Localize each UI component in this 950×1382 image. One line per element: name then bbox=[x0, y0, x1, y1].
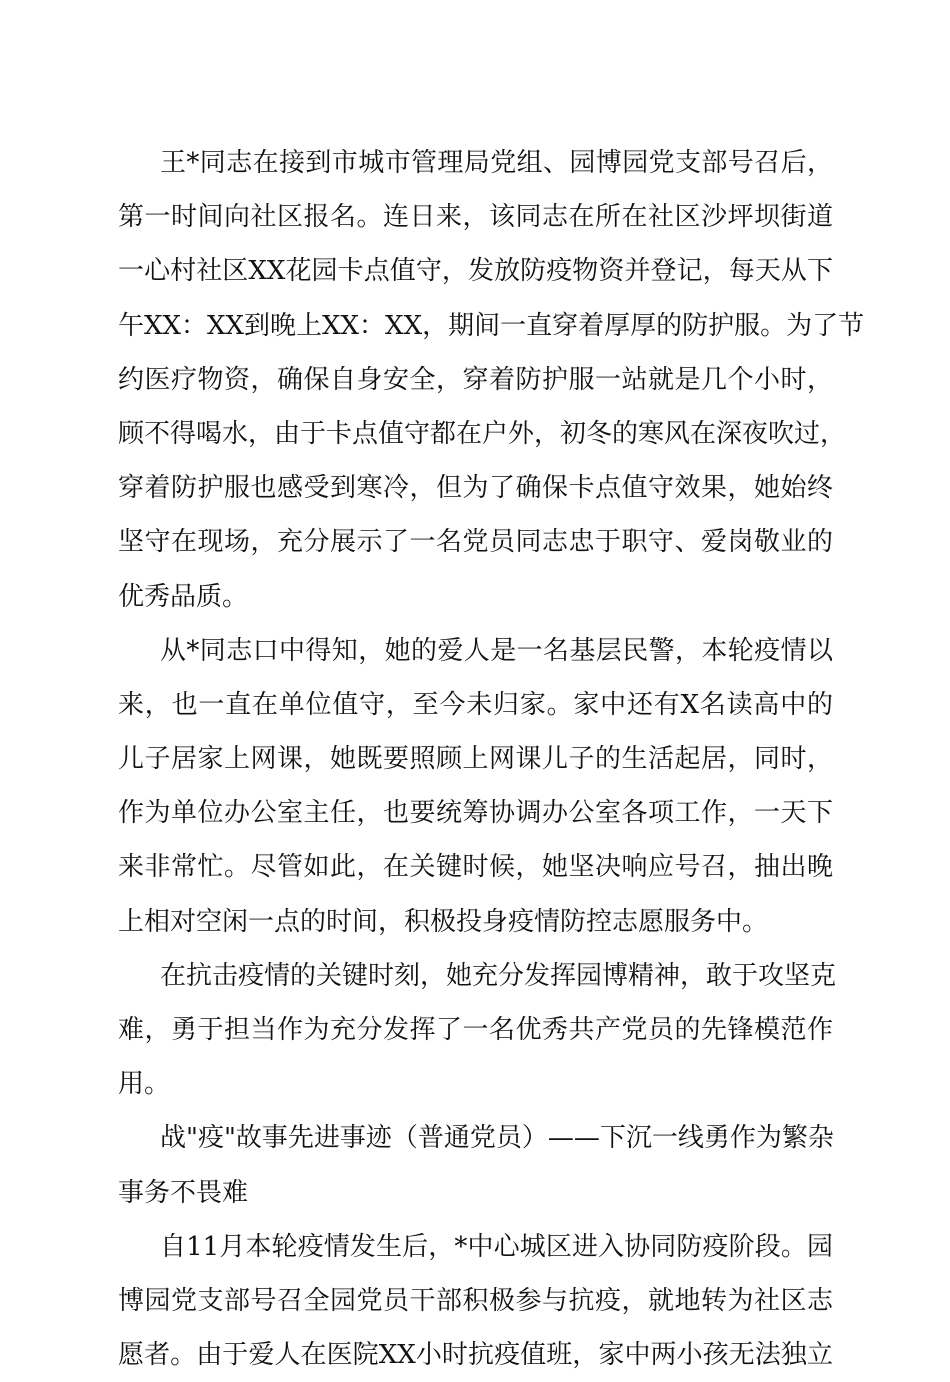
paragraph-2-line-1: 从*同志口中得知，她的爱人是一名基层民警，本轮疫情以 bbox=[160, 635, 833, 666]
section-heading-line-2: 事务不畏难 bbox=[118, 1177, 249, 1208]
paragraph-1-line-8: 坚守在现场，充分展示了一名党员同志忠于职守、爱岗敬业的 bbox=[118, 527, 833, 558]
paragraph-2-line-5: 来非常忙。尽管如此，在关键时候，她坚决响应号召，抽出晚 bbox=[118, 852, 833, 883]
paragraph-3-line-1: 在抗击疫情的关键时刻，她充分发挥园博精神，敢于攻坚克 bbox=[160, 960, 837, 991]
paragraph-3-line-3: 用。 bbox=[118, 1069, 171, 1100]
paragraph-1-line-9: 优秀品质。 bbox=[118, 581, 249, 612]
paragraph-4-line-3: 愿者。由于爱人在医院XX小时抗疫值班，家中两小孩无法独立 bbox=[118, 1340, 833, 1371]
section-heading-line-1: 战"疫"故事先进事迹（普通党员）——下沉一线勇作为繁杂 bbox=[160, 1123, 834, 1154]
paragraph-2-line-3: 儿子居家上网课，她既要照顾上网课儿子的生活起居，同时， bbox=[118, 744, 833, 775]
paragraph-1-line-3: 一心村社区XX花园卡点值守，发放防疫物资并登记，每天从下 bbox=[118, 256, 833, 287]
paragraph-1-line-2: 第一时间向社区报名。连日来，该同志在所在社区沙坪坝街道 bbox=[118, 202, 833, 233]
document-body bbox=[118, 136, 865, 1382]
paragraph-1-line-4: 午XX：XX到晚上XX：XX，期间一直穿着厚厚的防护服。为了节 bbox=[118, 310, 865, 341]
paragraph-2-line-6: 上相对空闲一点的时间，积极投身疫情防控志愿服务中。 bbox=[118, 906, 769, 937]
paragraph-2-line-4: 作为单位办公室主任，也要统筹协调办公室各项工作，一天下 bbox=[118, 798, 833, 829]
paragraph-1-line-1: 王*同志在接到市城市管理局党组、园博园党支部号召后， bbox=[160, 148, 833, 178]
paragraph-1-line-5: 约医疗物资，确保自身安全，穿着防护服一站就是几个小时， bbox=[118, 364, 833, 395]
paragraph-1-line-6: 顾不得喝水，由于卡点值守都在户外，初冬的寒风在深夜吹过， bbox=[118, 418, 847, 449]
paragraph-3-line-2: 难，勇于担当作为充分发挥了一名优秀共产党员的先锋模范作 bbox=[118, 1015, 833, 1045]
paragraph-2-line-2: 来，也一直在单位值守，至今未归家。家中还有X名读高中的 bbox=[118, 689, 833, 720]
paragraph-1-line-7: 穿着防护服也感受到寒冷，但为了确保卡点值守效果，她始终 bbox=[118, 473, 833, 504]
paragraph-4-line-2: 博园党支部号召全园党员干部积极参与抗疫，就地转为社区志 bbox=[118, 1285, 833, 1316]
paragraph-4-line-1: 自11月本轮疫情发生后，*中心城区进入协同防疫阶段。园 bbox=[160, 1231, 833, 1262]
